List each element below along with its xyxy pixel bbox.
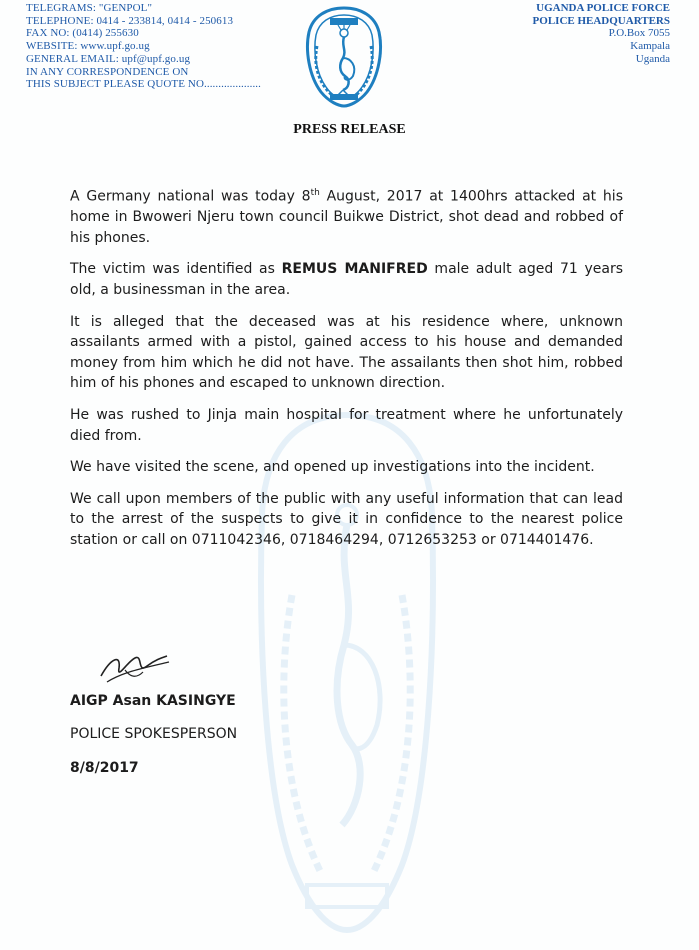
paragraph-text: The victim was identified as bbox=[70, 261, 282, 278]
fax-line: FAX NO: (0414) 255630 bbox=[26, 27, 139, 40]
hq-name: POLICE HEADQUARTERS bbox=[532, 14, 670, 27]
paragraph-investigation: We have visited the scene, and opened up investigations into the incident. bbox=[70, 459, 595, 476]
paragraph-victim bbox=[70, 259, 623, 300]
org-name: UGANDA POLICE FORCE bbox=[536, 2, 670, 14]
signer-role: POLICE SPOKESPERSON bbox=[70, 726, 238, 742]
address-block bbox=[533, 2, 670, 66]
contact-block bbox=[26, 2, 261, 91]
date-ordinal: th bbox=[310, 188, 320, 198]
city: Kampala bbox=[630, 40, 670, 53]
release-date: 8/8/2017 bbox=[70, 760, 139, 776]
signer-name: AIGP Asan KASINGYE bbox=[70, 693, 236, 709]
telegrams-line: TELEGRAMS: "GENPOL" bbox=[26, 2, 153, 14]
website-line: WEBSITE: www.upf.go.ug bbox=[26, 40, 150, 53]
po-box: P.O.Box 7055 bbox=[608, 27, 670, 40]
paragraph-text: A Germany national was today 8 bbox=[70, 188, 311, 205]
email-line: GENERAL EMAIL: upf@upf.go.ug bbox=[26, 52, 191, 65]
release-body bbox=[70, 183, 623, 562]
paragraph-allegation: It is alleged that the deceased was at his residence where, unknown assailants armed with a pistol, gained access to his house and demanded money from him which he did not have. The assailants then shot him, robbed him of his phones and escaped to unknown direction. bbox=[70, 313, 623, 392]
police-crest-icon bbox=[303, 6, 385, 108]
signature-icon bbox=[97, 648, 172, 688]
document-title: PRESS RELEASE bbox=[293, 122, 406, 137]
victim-name: REMUS MANIFRED bbox=[281, 261, 428, 278]
telephone-line: TELEPHONE: 0414 - 233814, 0414 - 250613 bbox=[26, 14, 234, 27]
paragraph-hospital: He was rushed to Jinja main hospital for treatment where he unfortunately died from. bbox=[70, 407, 623, 444]
paragraph-incident bbox=[70, 183, 623, 248]
correspondence-line-1: IN ANY CORRESPONDENCE ON bbox=[26, 65, 189, 78]
country: Uganda bbox=[635, 52, 670, 65]
correspondence-line-2: THIS SUBJECT PLEASE QUOTE NO.................... bbox=[26, 78, 261, 91]
paragraph-text: August, 2017 at 1400hrs attacked at his home in Bwoweri Njeru town council Buikwe District, shot dead and robbed of his phones. bbox=[70, 188, 623, 246]
paragraph-appeal: We call upon members of the public with any useful information that can lead to the arrest of the suspects to give it in confidence to the nearest police station or call on 0711042346, 0718464294, 0712653253 or 0714401476. bbox=[70, 490, 623, 548]
paragraph-text: male adult aged 71 years old, a businessman in the area. bbox=[70, 261, 624, 299]
